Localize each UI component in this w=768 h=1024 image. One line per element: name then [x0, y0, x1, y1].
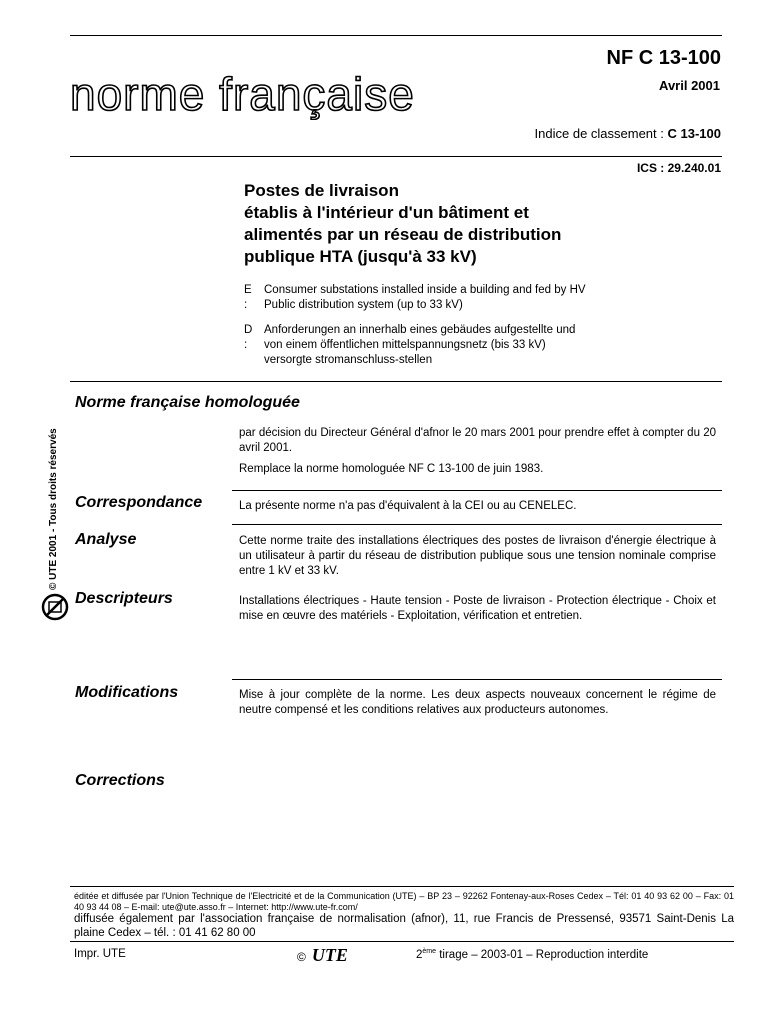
tirage-text: tirage – 2003-01 – Reproduction interdite — [436, 948, 649, 961]
english-key: E : — [244, 284, 252, 311]
section-text-analyse: Cette norme traite des installations électriques des postes de livraison d'énergie électrique à un utilisateur à partir du réseau de distribution publique sous une tension nominale comprise entre 1 kV et 33 kV. — [239, 535, 716, 577]
section-title-correspondance: Correspondance — [75, 494, 203, 511]
ute-logo: UTE — [311, 945, 348, 965]
header-bottom-rule — [70, 156, 722, 157]
classification-index — [535, 126, 721, 141]
english-text — [264, 283, 704, 313]
publisher-info: éditée et diffusée par l'Union Technique de l'Electricité et de la Communication (UTE) – BP 23 – 92262 Fontenay-aux-Roses Cedex – Tél: 01 40 93 62 00 – Fax: 01 40 93 44 08 – E-mail: ute@ute.asso.fr – Internet: http://www.ute-fr.com/ — [74, 891, 734, 912]
title-line-3: alimentés par un réseau de distribution — [244, 225, 562, 244]
section-rule-correspondance — [232, 490, 722, 491]
section-text-replaces: Remplace la norme homologuée NF C 13-100 de juin 1983. — [239, 463, 544, 475]
tirage-number: 2 — [416, 948, 423, 961]
section-title-descripteurs: Descripteurs — [75, 590, 173, 607]
copyright-symbol: © — [297, 950, 306, 964]
document-number: NF C 13-100 — [606, 47, 721, 69]
classification-value: C 13-100 — [667, 126, 721, 141]
norme-francaise-logo — [70, 60, 490, 120]
footer-rule — [70, 886, 734, 887]
section-rule-analyse — [232, 524, 722, 525]
header-top-rule — [70, 35, 722, 36]
distributor-info: diffusée également par l'association française de normalisation (afnor), 11, rue Francis de Pressensé, 93571 Saint-Denis La plaine Cedex – tél. : 01 41 62 80 00 — [74, 913, 734, 939]
section-rule-modifications — [232, 679, 722, 680]
classification-label: Indice de classement : — [534, 126, 664, 141]
german-line-1: Anforderungen an innerhalb eines gebäudes aufgestellte und — [264, 324, 576, 336]
section-rule-homologuee — [70, 381, 722, 382]
ute-copyright — [297, 945, 348, 966]
title-line-2: établis à l'intérieur d'un bâtiment et — [244, 203, 529, 222]
ics-code: ICS : 29.240.01 — [636, 161, 721, 175]
german-line-3: versorgte stromanschluss-stellen — [264, 354, 433, 366]
section-title-corrections: Corrections — [75, 772, 165, 789]
norme-francaise-logo-text: norme française — [70, 68, 415, 120]
german-text — [264, 323, 704, 368]
footer-bottom-rule — [70, 941, 734, 942]
no-photocopy-icon — [40, 592, 70, 622]
section-text-descripteurs: Installations électriques - Haute tension - Poste de livraison - Protection électrique - Choix et mise en œuvre des matériels - Exploitation, vérification et entretien. — [239, 595, 716, 622]
title-line-4: publique HTA (jusqu'à 33 kV) — [244, 247, 477, 266]
title-line-1: Postes de livraison — [244, 181, 399, 200]
document-title — [244, 180, 714, 268]
print-run-info — [416, 948, 648, 961]
section-title-analyse: Analyse — [75, 531, 137, 548]
tirage-sup: ème — [422, 948, 437, 955]
section-text-modifications: Mise à jour complète de la norme. Les deux aspects nouveaux concernent le régime de neutre compensé et les conditions relatives aux producteurs autonomes. — [239, 689, 716, 716]
english-line-1: Consumer substations installed inside a building and fed by HV — [264, 284, 586, 296]
english-line-2: Public distribution system (up to 33 kV) — [264, 299, 463, 311]
document-date: Avril 2001 — [659, 78, 720, 93]
section-title-homologuee: Norme française homologuée — [75, 394, 300, 411]
german-key: D : — [244, 324, 253, 351]
section-text-homologuee: par décision du Directeur Général d'afnor le 20 mars 2001 pour prendre effet à compter du 20 avril 2001. — [239, 427, 716, 454]
printer-info: Impr. UTE — [74, 948, 126, 960]
german-line-2: von einem öffentlichen mittelspannungsnetz (bis 33 kV) — [264, 339, 546, 351]
side-copyright: © UTE 2001 - Tous droits réservés — [48, 428, 59, 590]
section-text-correspondance: La présente norme n'a pas d'équivalent à la CEI ou au CENELEC. — [239, 500, 577, 512]
section-title-modifications: Modifications — [75, 684, 179, 701]
